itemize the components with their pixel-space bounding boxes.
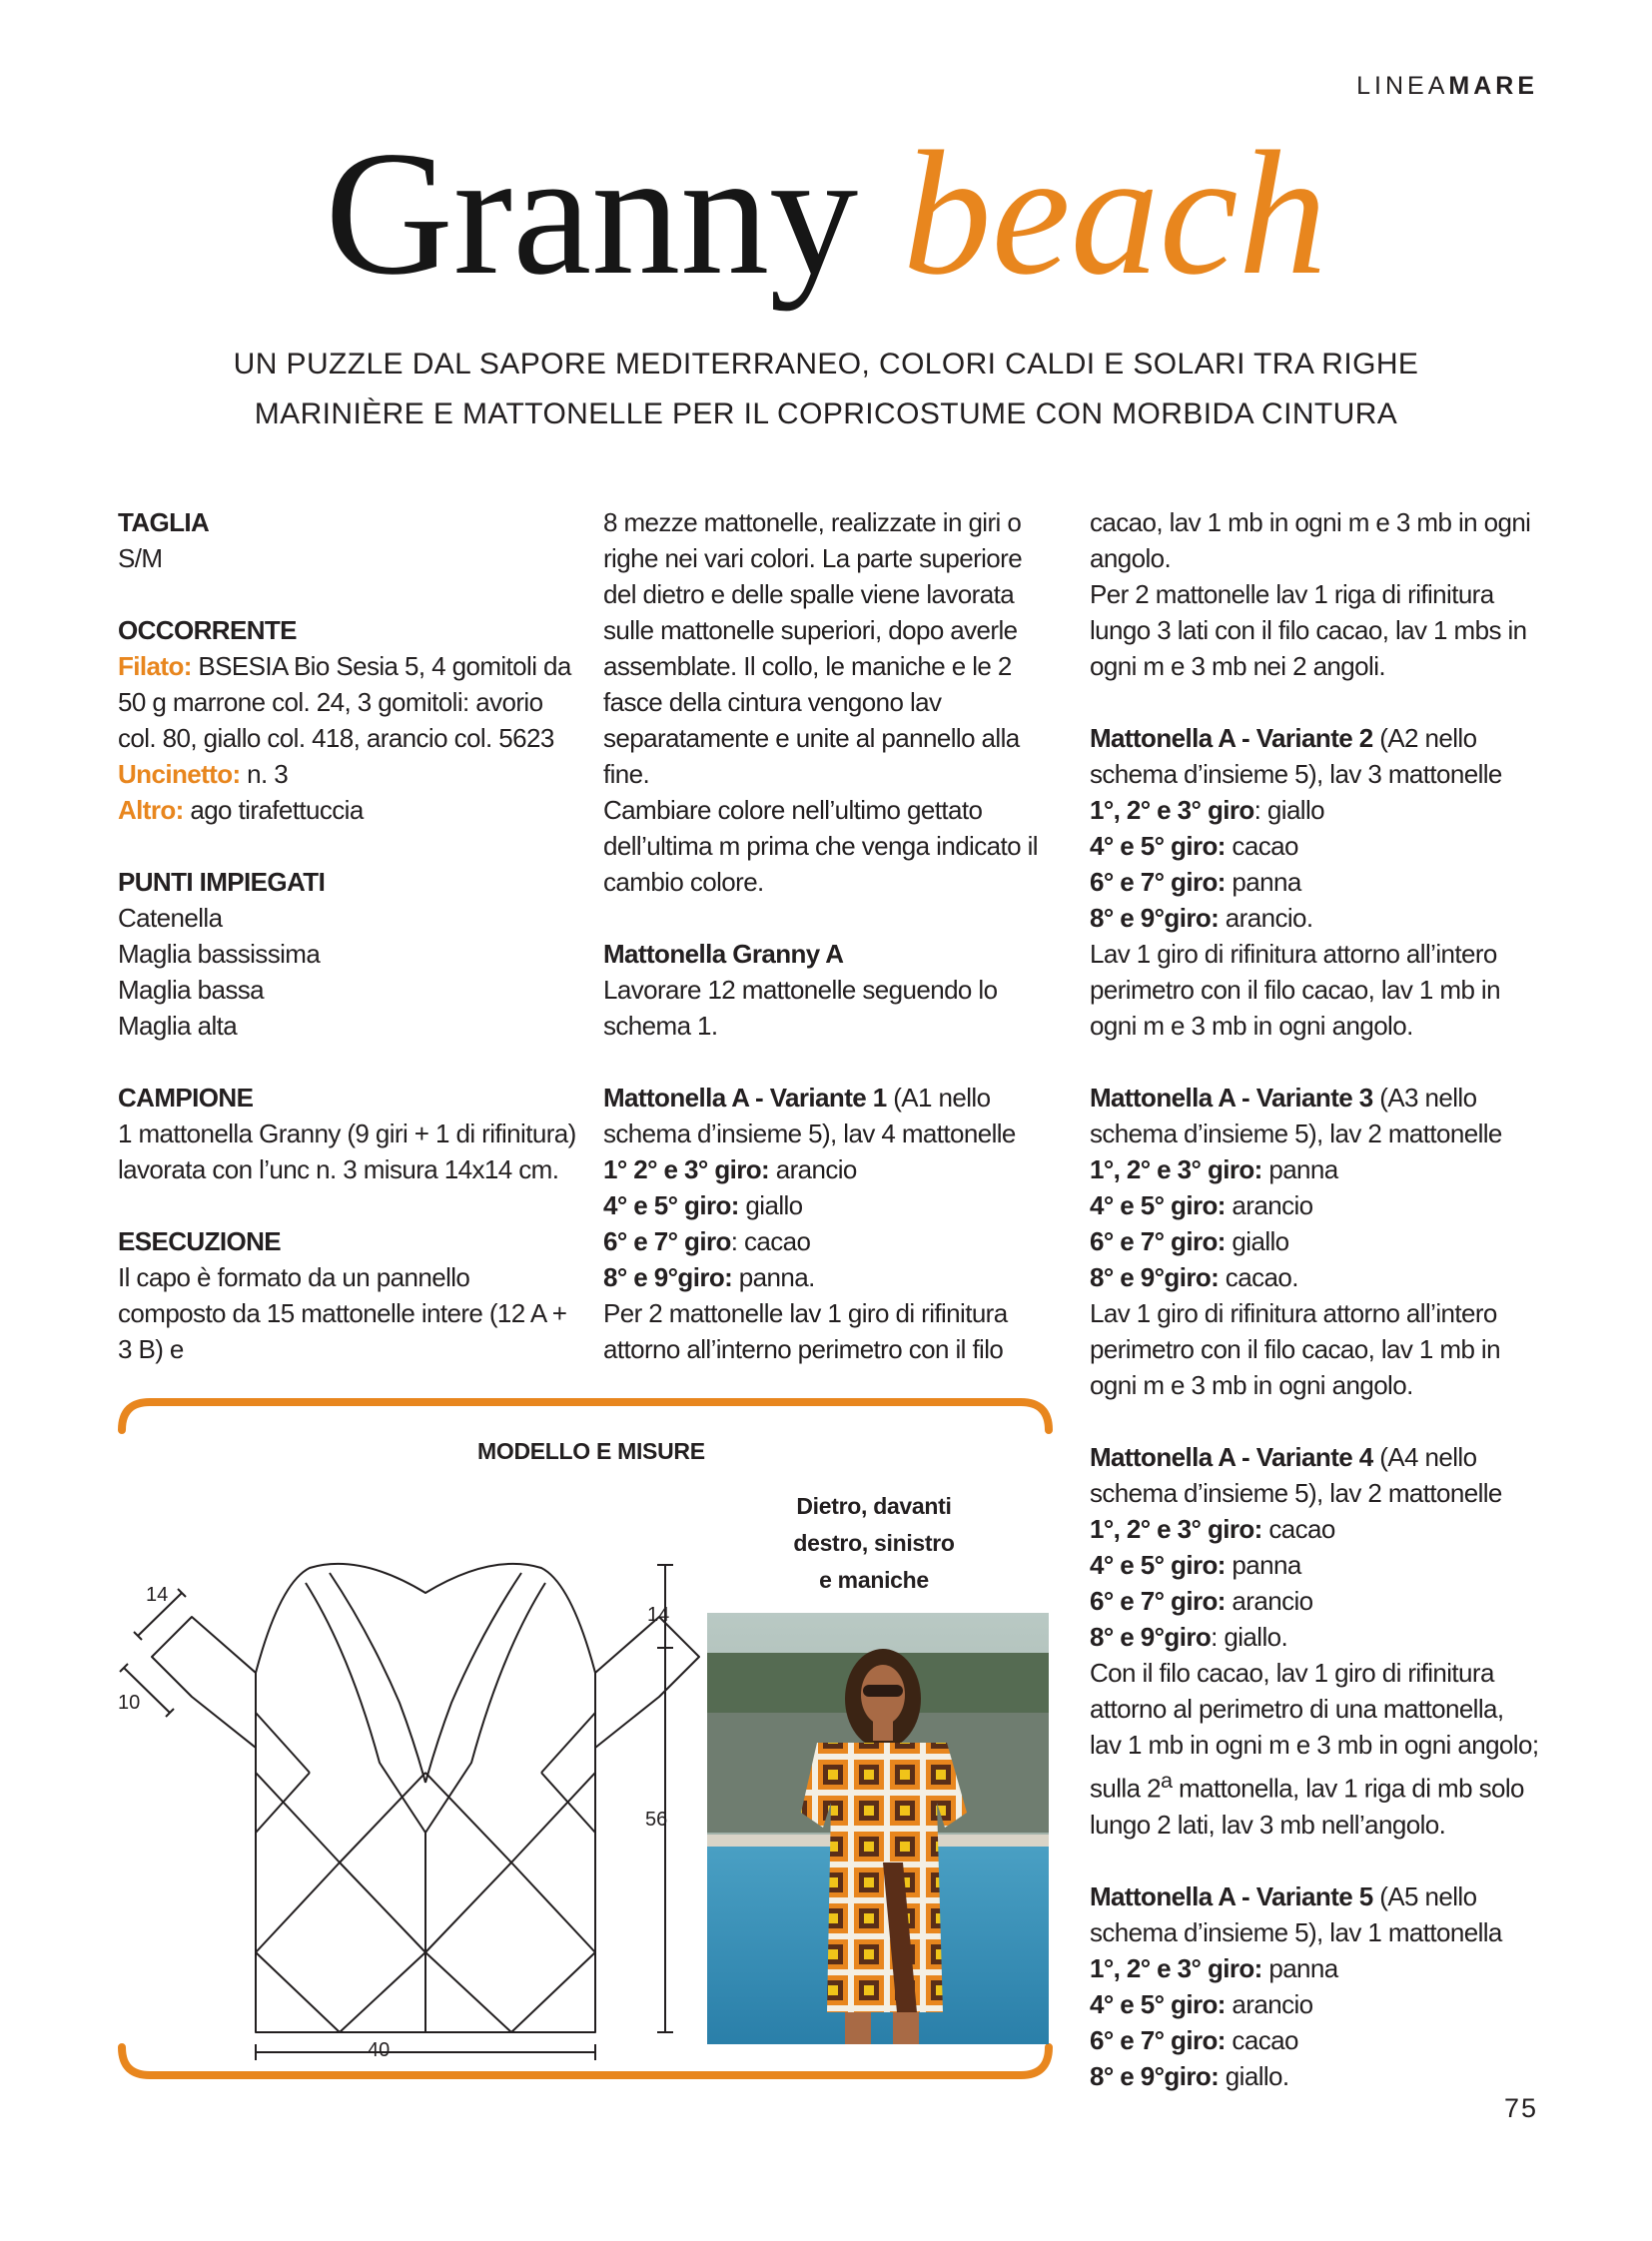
round-value: panna: [1225, 867, 1301, 897]
round-value: cacao: [1261, 1514, 1335, 1544]
model-leg-left: [845, 2012, 871, 2044]
subtitle-line-2: MARINIÈRE E MATTONELLE PER IL COPRICOSTUME CON MORBIDA CINTURA: [254, 397, 1398, 430]
round-value: : giallo: [1253, 795, 1325, 825]
lapel-left: [330, 1573, 425, 1783]
dim-label-length: 56: [645, 1809, 668, 1831]
photo-caption-line: Dietro, davanti: [796, 1493, 952, 1519]
lapel-right: [425, 1573, 521, 1783]
photo-caption-line: destro, sinistro: [793, 1530, 955, 1556]
round-line: [1090, 2058, 1541, 2094]
color-change-text: Cambiare colore nell’ultimo gettato dell’ultima m prima che venga indicato il cambio colore.: [603, 795, 1038, 897]
round-label: 6° e 7° giro:: [1090, 1226, 1226, 1256]
uncinetto-label: Uncinetto:: [118, 759, 241, 789]
taglia-value: S/M: [118, 543, 163, 573]
photo-caption-line: e maniche: [819, 1567, 929, 1593]
punto-item: Catenella: [118, 903, 223, 933]
round-value: cacao.: [1219, 1262, 1298, 1292]
left-sleeve: [152, 1617, 256, 1748]
collar-inner-right: [425, 1583, 545, 1833]
round-line: [1090, 1151, 1541, 1187]
variant-5-heading: Mattonella A - Variante 5: [1090, 1880, 1373, 1911]
round-value: giallo: [1225, 1226, 1289, 1256]
round-value: arancio.: [1219, 903, 1313, 933]
title-main: Granny: [325, 114, 859, 312]
round-line: [1090, 1583, 1541, 1619]
column-2: [603, 504, 1055, 1367]
punto-item: Maglia bassissima: [118, 939, 321, 969]
round-label: 1°, 2° e 3° giro:: [1090, 1154, 1262, 1184]
filato-text: BSESIA Bio Sesia 5, 4 gomitoli da 50 g marrone col. 24, 3 gomitoli: avorio col. 80, giallo col. 418, arancio col. 5623: [118, 651, 571, 753]
altro-label: Altro:: [118, 795, 184, 825]
magazine-section-label: [1356, 72, 1538, 101]
dim-line-width: [256, 2044, 595, 2060]
punto-item: Maglia alta: [118, 1011, 238, 1041]
round-line: [1090, 864, 1541, 900]
dim-line-length: [657, 1648, 673, 2032]
variant-4-finish-sup: a: [1160, 1768, 1173, 1793]
taglia-heading: TAGLIA: [118, 507, 210, 537]
variant-1-finish-cont: cacao, lav 1 mb in ogni m e 3 mb in ogni angolo.: [1090, 507, 1531, 573]
round-value: cacao: [1225, 831, 1298, 861]
round-label: 6° e 7° giro: [603, 1226, 731, 1256]
variant-2-finish: Lav 1 giro di rifinitura attorno all’intero perimetro con il filo cacao, lav 1 mb in ogni m e 3 mb in ogni angolo.: [1090, 939, 1500, 1041]
round-line: [1090, 1986, 1541, 2022]
round-value: panna: [1261, 1154, 1338, 1184]
esecuzione-text: Il capo è formato da un pannello composto da 15 mattonelle intere (12 A + 3 B) e: [118, 1262, 567, 1364]
round-line: [603, 1259, 1055, 1295]
round-value: arancio: [1225, 1988, 1313, 2019]
filato-line: [118, 648, 579, 756]
altro-line: [118, 792, 579, 828]
variant-1-intro: [603, 1080, 1055, 1151]
panel-frame-top: [122, 1402, 1049, 1430]
campione-text: 1 mattonella Granny (9 giri + 1 di rifinitura) lavorata con l’unc n. 3 misura 14x14 cm.: [118, 1119, 576, 1184]
round-line: [1090, 1511, 1541, 1547]
round-label: 8° e 9°giro:: [1090, 2060, 1220, 2091]
occorrente-heading: OCCORRENTE: [118, 615, 297, 645]
round-value: arancio: [1225, 1586, 1313, 1616]
variant-3-text: (A3 nello schema d’insieme 5), lav 2 mattonelle: [1090, 1083, 1502, 1148]
round-line: [1090, 900, 1541, 936]
variant-4-heading: Mattonella A - Variante 4: [1090, 1442, 1373, 1472]
variant-5-text: (A5 nello schema d’insieme 5), lav 1 mattonella: [1090, 1880, 1502, 1947]
variant-4-finish-b: mattonella, lav 1 riga di mb solo lungo 2 lati, lav 3 mb nell’angolo.: [1090, 1773, 1524, 1840]
round-label: 8° e 9°giro:: [603, 1262, 733, 1292]
column-1: [118, 504, 579, 1367]
variant-1-heading: Mattonella A - Variante 1: [603, 1083, 887, 1113]
intro-text: 8 mezze mattonelle, realizzate in giri o righe nei vari colori. La parte superiore del dietro e delle spalle viene lavorata sulle mattonelle superiori, dopo averle assemblate. Il collo, le maniche e le 2 fasce della cintura vengono lav separatamente e unite al pannello alla fine.: [603, 507, 1023, 789]
round-label: 4° e 5° giro:: [1090, 1550, 1226, 1580]
round-line: [603, 1187, 1055, 1223]
round-line: [1090, 1187, 1541, 1223]
round-label: 8° e 9°giro: [1090, 1622, 1212, 1652]
round-value: : cacao: [730, 1226, 811, 1256]
model-leg-right: [893, 2012, 919, 2044]
model-sunglasses: [863, 1685, 903, 1697]
punto-item: Maglia bassa: [118, 975, 264, 1005]
round-value: : giallo.: [1211, 1622, 1288, 1652]
model-neck: [873, 1721, 893, 1741]
column-3: [1090, 504, 1541, 2094]
altro-text: ago tirafettuccia: [183, 795, 364, 825]
round-line: [1090, 828, 1541, 864]
round-line: [1090, 1259, 1541, 1295]
collar-inner: [306, 1583, 425, 1833]
uncinetto-text: n. 3: [240, 759, 289, 789]
round-line: [1090, 1619, 1541, 1655]
esecuzione-heading: ESECUZIONE: [118, 1226, 282, 1256]
round-value: arancio: [769, 1154, 857, 1184]
variant-1-finish-2: Per 2 mattonelle lav 1 riga di rifinitura lungo 3 lati con il filo cacao, lav 1 mbs in ogni m e 3 mb nei 2 angoli.: [1090, 579, 1527, 681]
magazine-label-light: LINEA: [1356, 72, 1449, 100]
variant-5-intro: [1090, 1878, 1541, 1950]
round-label: 4° e 5° giro:: [1090, 1190, 1226, 1220]
round-label: 6° e 7° giro:: [1090, 867, 1226, 897]
round-value: panna: [1225, 1550, 1301, 1580]
round-label: 6° e 7° giro:: [1090, 2024, 1226, 2055]
right-sleeve: [595, 1617, 699, 1748]
garment-schematic: [110, 1473, 709, 2072]
round-line: [603, 1223, 1055, 1259]
photo-caption: [769, 1488, 979, 1599]
variant-2-heading: Mattonella A - Variante 2: [1090, 723, 1373, 753]
round-line: [1090, 1223, 1541, 1259]
round-line: [1090, 2022, 1541, 2058]
filato-label: Filato:: [118, 651, 192, 681]
round-value: cacao: [1225, 2024, 1298, 2055]
round-label: 1° 2° e 3° giro:: [603, 1154, 770, 1184]
round-label: 8° e 9°giro:: [1090, 1262, 1220, 1292]
collar-outer: [256, 1564, 595, 1673]
variant-3-finish: Lav 1 giro di rifinitura attorno all’intero perimetro con il filo cacao, lav 1 mb in ogni m e 3 mb in ogni angolo.: [1090, 1298, 1500, 1400]
round-value: giallo: [738, 1190, 803, 1220]
round-label: 4° e 5° giro:: [1090, 1988, 1226, 2019]
round-line: [603, 1151, 1055, 1187]
dim-label-top: 14: [647, 1604, 670, 1626]
round-label: 4° e 5° giro:: [1090, 831, 1226, 861]
variant-4-intro: [1090, 1439, 1541, 1511]
dim-label-sleeve-width: 14: [146, 1584, 169, 1606]
variant-4-finish: [1090, 1655, 1541, 1843]
round-line: [1090, 1547, 1541, 1583]
campione-heading: CAMPIONE: [118, 1083, 254, 1113]
round-value: giallo.: [1219, 2060, 1289, 2091]
granny-a-text: Lavorare 12 mattonelle seguendo lo schema 1.: [603, 975, 998, 1041]
round-line: [1090, 792, 1541, 828]
variant-4-text: (A4 nello schema d’insieme 5), lav 2 mattonelle: [1090, 1442, 1502, 1508]
magazine-label-bold: MARE: [1448, 72, 1538, 100]
round-label: 8° e 9°giro:: [1090, 903, 1220, 933]
panel-title: MODELLO E MISURE: [477, 1438, 705, 1464]
granny-a-heading: Mattonella Granny A: [603, 939, 844, 969]
round-label: 4° e 5° giro:: [603, 1190, 739, 1220]
round-label: 1°, 2° e 3° giro: [1090, 795, 1254, 825]
title-accent: beach: [902, 114, 1327, 312]
article-title: [0, 108, 1652, 318]
round-value: panna.: [732, 1262, 815, 1292]
variant-4-finish-a: Con il filo cacao, lav 1 giro di rifinitura attorno al perimetro di una mattonella, lav 1 mb in ogni m e 3 mb in ogni angolo; sulla 2: [1090, 1658, 1539, 1804]
subtitle-line-1: UN PUZZLE DAL SAPORE MEDITERRANEO, COLORI CALDI E SOLARI TRA RIGHE: [233, 348, 1419, 380]
variant-2-intro: [1090, 720, 1541, 792]
variant-2-text: (A2 nello schema d’insieme 5), lav 3 mattonelle: [1090, 723, 1502, 789]
model-photo: [707, 1613, 1049, 2044]
round-line: [1090, 1950, 1541, 1986]
round-label: 1°, 2° e 3° giro:: [1090, 1514, 1262, 1544]
dim-label-width: 40: [368, 2039, 391, 2061]
variant-1-text: (A1 nello schema d’insieme 5), lav 4 mattonelle: [603, 1083, 1016, 1148]
round-label: 1°, 2° e 3° giro:: [1090, 1952, 1262, 1983]
variant-1-finish: Per 2 mattonelle lav 1 giro di rifinitura attorno all’interno perimetro con il filo: [603, 1298, 1008, 1364]
round-label: 6° e 7° giro:: [1090, 1586, 1226, 1616]
round-value: panna: [1261, 1952, 1338, 1983]
article-subtitle: [0, 340, 1652, 439]
uncinetto-line: [118, 756, 579, 792]
page-number: 75: [1503, 2093, 1538, 2123]
variant-3-heading: Mattonella A - Variante 3: [1090, 1083, 1373, 1113]
variant-3-intro: [1090, 1080, 1541, 1151]
round-value: arancio: [1225, 1190, 1313, 1220]
punti-heading: PUNTI IMPIEGATI: [118, 867, 326, 897]
dim-label-sleeve-height: 10: [118, 1692, 141, 1714]
